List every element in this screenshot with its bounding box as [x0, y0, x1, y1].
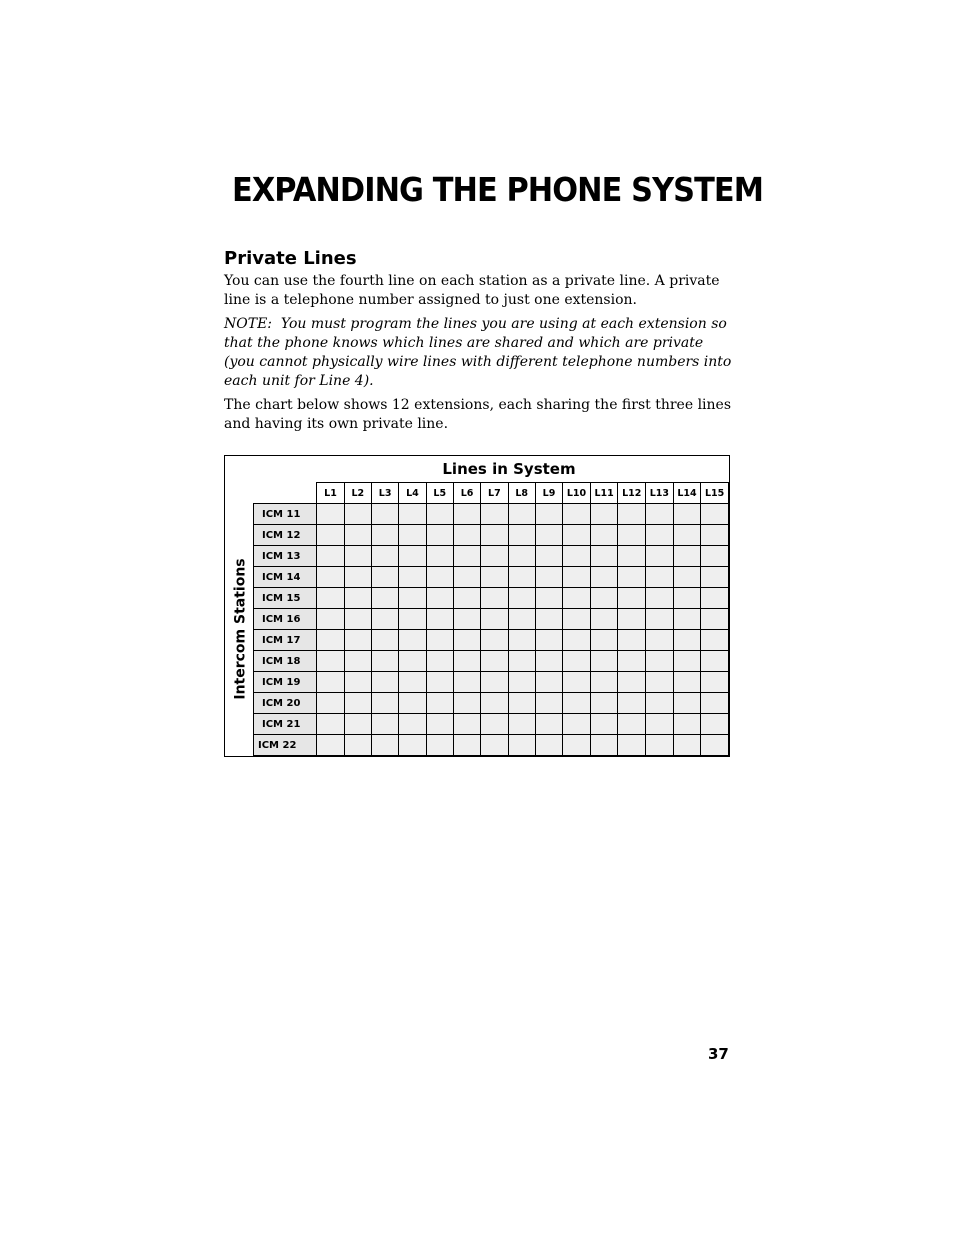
grid-cell — [535, 525, 562, 546]
station-label: ICM 22 — [254, 735, 317, 756]
grid-cell — [453, 735, 480, 756]
grid-cell — [317, 735, 344, 756]
grid-cell — [371, 546, 398, 567]
grid-cell — [563, 504, 591, 525]
station-row — [254, 630, 729, 651]
column-header: L6 — [453, 483, 480, 504]
grid-cell — [344, 567, 371, 588]
chart-title: Lines in System — [442, 460, 576, 478]
station-row — [254, 735, 729, 756]
station-label: ICM 18 — [254, 651, 317, 672]
grid-cell — [399, 735, 426, 756]
column-header: L12 — [618, 483, 646, 504]
grid-cell — [535, 714, 562, 735]
corner-cell — [254, 483, 317, 504]
station-label: ICM 16 — [254, 609, 317, 630]
grid-cell — [618, 525, 646, 546]
grid-cell — [535, 588, 562, 609]
grid-cell — [481, 693, 508, 714]
grid-cell — [618, 651, 646, 672]
grid-cell — [563, 546, 591, 567]
grid-cell — [563, 588, 591, 609]
grid-cell — [563, 693, 591, 714]
grid-cell — [481, 609, 508, 630]
grid-cell — [481, 714, 508, 735]
grid-cell — [618, 504, 646, 525]
grid-cell — [426, 693, 453, 714]
grid-cell — [371, 651, 398, 672]
grid-cell — [399, 693, 426, 714]
grid-cell — [618, 609, 646, 630]
grid-cell — [535, 693, 562, 714]
grid-cell — [344, 546, 371, 567]
grid-cell — [590, 735, 618, 756]
grid-cell — [344, 672, 371, 693]
grid-cell — [481, 651, 508, 672]
grid-cell — [426, 567, 453, 588]
station-row — [254, 609, 729, 630]
grid-cell — [701, 567, 729, 588]
grid-cell — [399, 609, 426, 630]
grid-cell — [344, 525, 371, 546]
grid-cell — [618, 735, 646, 756]
grid-cell — [590, 546, 618, 567]
station-row — [254, 693, 729, 714]
station-label: ICM 21 — [254, 714, 317, 735]
grid-cell — [317, 651, 344, 672]
grid-cell — [701, 630, 729, 651]
grid-cell — [371, 525, 398, 546]
station-row — [254, 525, 729, 546]
column-header: L4 — [399, 483, 426, 504]
grid-cell — [426, 735, 453, 756]
grid-cell — [371, 672, 398, 693]
grid-cell — [673, 735, 701, 756]
grid-cell — [453, 609, 480, 630]
grid-cell — [618, 567, 646, 588]
grid-cell — [590, 609, 618, 630]
station-row — [254, 588, 729, 609]
grid-cell — [344, 609, 371, 630]
grid-cell — [701, 546, 729, 567]
grid-cell — [646, 546, 674, 567]
grid-cell — [646, 693, 674, 714]
grid-cell — [508, 693, 535, 714]
grid-cell — [508, 525, 535, 546]
grid-cell — [481, 504, 508, 525]
grid-cell — [426, 672, 453, 693]
line-assignment-chart — [224, 455, 730, 757]
grid-cell — [508, 735, 535, 756]
note-paragraph — [224, 315, 734, 391]
grid-cell — [618, 546, 646, 567]
grid-cell — [399, 672, 426, 693]
grid-cell — [646, 630, 674, 651]
station-label: ICM 13 — [254, 546, 317, 567]
grid-cell — [535, 609, 562, 630]
grid-cell — [371, 714, 398, 735]
grid-cell — [371, 588, 398, 609]
grid-cell — [399, 714, 426, 735]
grid-cell — [701, 588, 729, 609]
grid-cell — [508, 567, 535, 588]
station-label: ICM 14 — [254, 567, 317, 588]
column-header: L11 — [590, 483, 618, 504]
intro-paragraph: You can use the fourth line on each station as a private line. A private line is a telephone number assigned to just one extension. — [224, 273, 720, 308]
station-label: ICM 19 — [254, 672, 317, 693]
grid-cell — [590, 588, 618, 609]
grid-cell — [481, 630, 508, 651]
grid-cell — [701, 609, 729, 630]
column-header: L10 — [563, 483, 591, 504]
column-header: L1 — [317, 483, 344, 504]
column-header-row — [254, 483, 729, 504]
grid-cell — [590, 672, 618, 693]
grid-cell — [590, 651, 618, 672]
grid-cell — [481, 567, 508, 588]
grid-cell — [508, 714, 535, 735]
grid-cell — [426, 588, 453, 609]
grid-cell — [673, 567, 701, 588]
grid-cell — [673, 504, 701, 525]
grid-cell — [673, 525, 701, 546]
grid-cell — [317, 546, 344, 567]
grid-cell — [563, 735, 591, 756]
grid-cell — [535, 567, 562, 588]
grid-cell — [508, 546, 535, 567]
station-row — [254, 672, 729, 693]
grid-cell — [701, 525, 729, 546]
grid-cell — [371, 567, 398, 588]
grid-cell — [618, 693, 646, 714]
grid-cell — [317, 714, 344, 735]
grid-cell — [673, 609, 701, 630]
grid-cell — [673, 693, 701, 714]
station-row — [254, 504, 729, 525]
grid-cell — [508, 609, 535, 630]
grid-cell — [646, 651, 674, 672]
grid-cell — [371, 735, 398, 756]
chart-intro-paragraph: The chart below shows 12 extensions, each sharing the first three lines and having its own private line. — [224, 397, 732, 432]
grid-cell — [399, 567, 426, 588]
grid-cell — [399, 630, 426, 651]
grid-cell — [646, 504, 674, 525]
grid-cell — [344, 504, 371, 525]
grid-cell — [399, 546, 426, 567]
column-header: L13 — [646, 483, 674, 504]
grid-cell — [646, 714, 674, 735]
grid-cell — [344, 588, 371, 609]
grid-cell — [371, 630, 398, 651]
grid-cell — [563, 714, 591, 735]
grid-cell — [618, 630, 646, 651]
grid-cell — [344, 735, 371, 756]
grid-cell — [453, 504, 480, 525]
grid-cell — [590, 630, 618, 651]
grid-body — [254, 504, 729, 756]
note-label: NOTE: — [224, 316, 273, 332]
grid-cell — [317, 525, 344, 546]
grid-cell — [317, 567, 344, 588]
grid-cell — [563, 525, 591, 546]
grid-cell — [563, 651, 591, 672]
grid-cell — [535, 546, 562, 567]
grid-cell — [344, 651, 371, 672]
grid-cell — [590, 714, 618, 735]
grid-cell — [371, 504, 398, 525]
grid-cell — [535, 735, 562, 756]
grid-cell — [563, 672, 591, 693]
column-header: L5 — [426, 483, 453, 504]
grid-cell — [673, 714, 701, 735]
grid-cell — [646, 735, 674, 756]
grid-cell — [646, 567, 674, 588]
note-text: You must program the lines you are using at each extension so that the phone knows which lines are shared and which are private (you cannot physically wire lines with different telephone numbers into each unit for Line 4). — [224, 316, 732, 389]
grid-cell — [371, 609, 398, 630]
grid-cell — [673, 588, 701, 609]
column-header: L7 — [481, 483, 508, 504]
grid-cell — [344, 693, 371, 714]
grid-cell — [453, 651, 480, 672]
grid-cell — [481, 525, 508, 546]
grid-cell — [426, 546, 453, 567]
grid-cell — [453, 693, 480, 714]
grid-cell — [701, 651, 729, 672]
station-label: ICM 15 — [254, 588, 317, 609]
grid-cell — [508, 504, 535, 525]
grid-cell — [453, 672, 480, 693]
grid-cell — [453, 630, 480, 651]
grid-cell — [508, 651, 535, 672]
column-header: L9 — [535, 483, 562, 504]
grid-cell — [399, 504, 426, 525]
grid-cell — [508, 588, 535, 609]
station-row — [254, 546, 729, 567]
grid-cell — [426, 714, 453, 735]
station-row — [254, 651, 729, 672]
column-header: L15 — [701, 483, 729, 504]
grid-cell — [701, 735, 729, 756]
grid-cell — [563, 609, 591, 630]
grid-cell — [317, 609, 344, 630]
grid-cell — [426, 651, 453, 672]
grid-cell — [317, 630, 344, 651]
grid-cell — [673, 672, 701, 693]
grid-cell — [344, 714, 371, 735]
grid-cell — [317, 504, 344, 525]
grid-cell — [399, 588, 426, 609]
grid-cell — [701, 693, 729, 714]
grid-cell — [646, 588, 674, 609]
grid-cell — [481, 546, 508, 567]
grid-cell — [399, 651, 426, 672]
line-grid — [253, 482, 729, 756]
grid-cell — [453, 588, 480, 609]
grid-cell — [426, 609, 453, 630]
column-header: L2 — [344, 483, 371, 504]
row-axis-label-text: Intercom Stations — [233, 558, 249, 700]
grid-cell — [508, 630, 535, 651]
grid-cell — [563, 630, 591, 651]
section-heading: Private Lines — [224, 248, 357, 269]
station-label: ICM 20 — [254, 693, 317, 714]
grid-cell — [344, 630, 371, 651]
grid-cell — [590, 693, 618, 714]
station-label: ICM 11 — [254, 504, 317, 525]
grid-cell — [508, 672, 535, 693]
grid-cell — [646, 609, 674, 630]
grid-cell — [453, 567, 480, 588]
column-header: L14 — [673, 483, 701, 504]
grid-cell — [590, 567, 618, 588]
grid-cell — [426, 630, 453, 651]
grid-cell — [535, 651, 562, 672]
grid-cell — [673, 546, 701, 567]
grid-cell — [481, 588, 508, 609]
grid-cell — [701, 714, 729, 735]
column-header: L8 — [508, 483, 535, 504]
grid-cell — [453, 525, 480, 546]
grid-cell — [535, 504, 562, 525]
grid-cell — [590, 525, 618, 546]
grid-cell — [618, 588, 646, 609]
grid-cell — [701, 672, 729, 693]
grid-cell — [563, 567, 591, 588]
station-row — [254, 567, 729, 588]
grid-cell — [535, 630, 562, 651]
grid-cell — [481, 672, 508, 693]
grid-cell — [646, 525, 674, 546]
page-number: 37 — [708, 1045, 729, 1063]
page-title: EXPANDING THE PHONE SYSTEM — [232, 170, 763, 209]
grid-cell — [701, 504, 729, 525]
grid-cell — [371, 693, 398, 714]
grid-cell — [453, 714, 480, 735]
grid-cell — [618, 714, 646, 735]
grid-cell — [426, 525, 453, 546]
station-row — [254, 714, 729, 735]
grid-cell — [673, 651, 701, 672]
grid-cell — [399, 525, 426, 546]
grid-cell — [317, 672, 344, 693]
grid-cell — [646, 672, 674, 693]
grid-cell — [618, 672, 646, 693]
grid-cell — [317, 693, 344, 714]
grid-cell — [426, 504, 453, 525]
station-label: ICM 17 — [254, 630, 317, 651]
grid-cell — [317, 588, 344, 609]
grid-cell — [673, 630, 701, 651]
grid-cell — [453, 546, 480, 567]
grid-cell — [535, 672, 562, 693]
grid-cell — [590, 504, 618, 525]
column-header: L3 — [371, 483, 398, 504]
station-label: ICM 12 — [254, 525, 317, 546]
grid-cell — [481, 735, 508, 756]
